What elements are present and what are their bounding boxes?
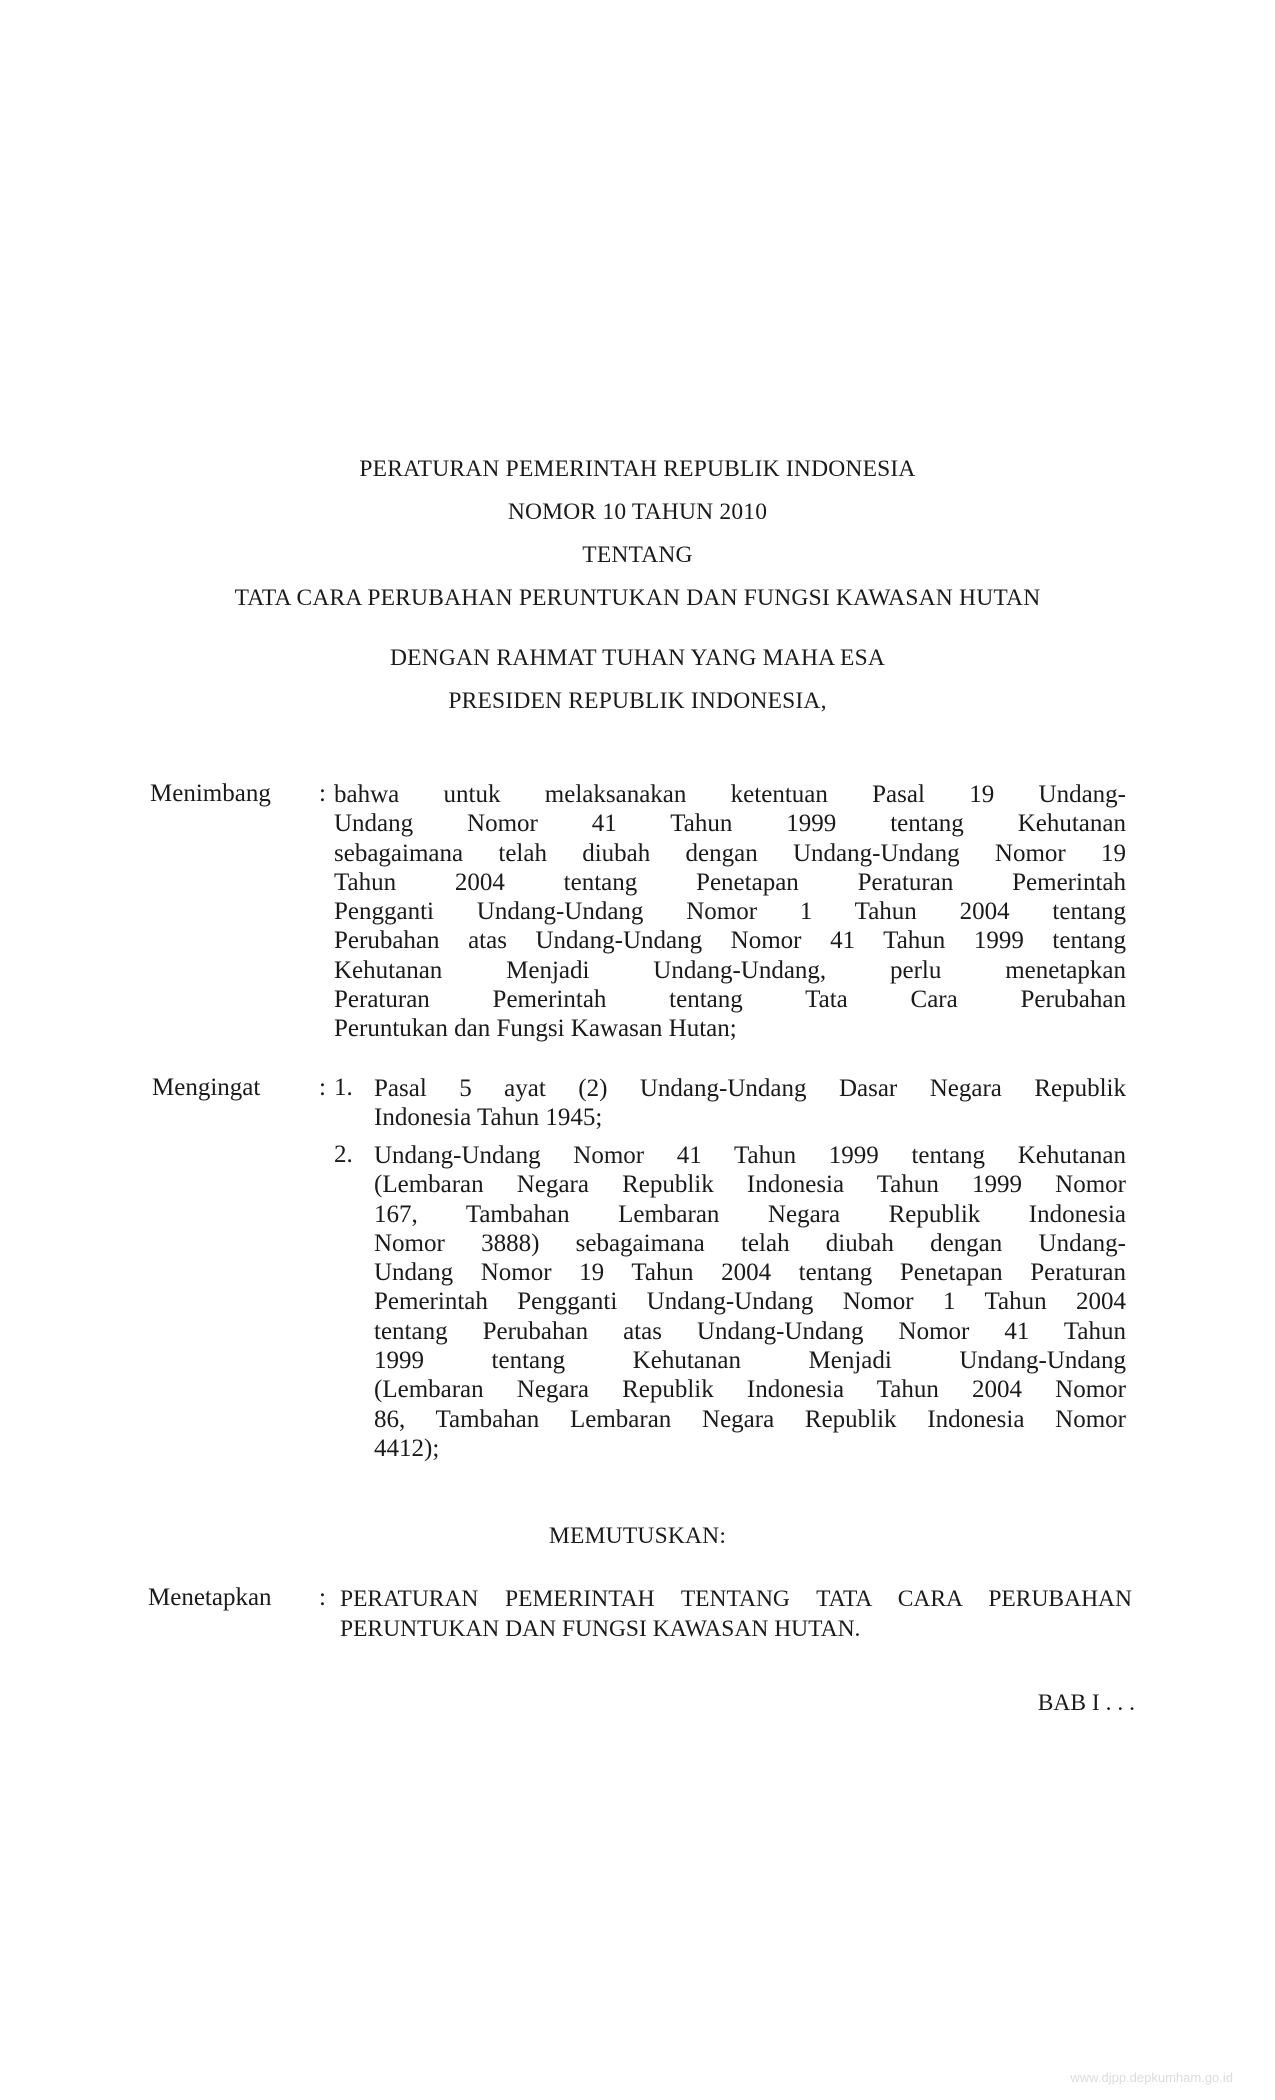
mengingat-item-number: 1. (334, 1074, 353, 1101)
regulation-number: NOMOR 10 TAHUN 2010 (507, 499, 768, 525)
mengingat-item-2 (374, 1141, 1126, 1463)
mengingat-item-line: 86, Tambahan Lembaran Negara Republik Indonesia Nomor (374, 1405, 1126, 1433)
menimbang-colon: : (319, 780, 326, 807)
menetapkan-text (340, 1584, 1132, 1644)
menimbang-text (334, 780, 1126, 1044)
mengingat-item-line: Indonesia Tahun 1945; (374, 1104, 603, 1132)
menimbang-line: bahwa untuk melaksanakan ketentuan Pasal 19 Undang- (334, 781, 1126, 808)
menimbang-label: Menimbang (150, 780, 271, 807)
mengingat-item-line: Undang Nomor 19 Tahun 2004 tentang Penetapan Peraturan (374, 1259, 1126, 1287)
menimbang-line: Tahun 2004 tentang Penetapan Peraturan Pemerintah (334, 868, 1126, 896)
menimbang-line: Kehutanan Menjadi Undang-Undang, perlu menetapkan (334, 956, 1126, 984)
mengingat-item-line: (Lembaran Negara Republik Indonesia Tahun 1999 Nomor (374, 1171, 1126, 1199)
mengingat-item-line: Undang-Undang Nomor 41 Tahun 1999 tentang Kehutanan (374, 1142, 1126, 1169)
mengingat-item-line: 167, Tambahan Lembaran Negara Republik Indonesia (374, 1200, 1126, 1228)
memutuskan-heading: MEMUTUSKAN: (548, 1523, 727, 1549)
mengingat-item-line: 4412); (374, 1434, 440, 1462)
source-watermark: www.djpp.depkumham.go.id (1070, 2070, 1233, 2085)
mengingat-item-line: tentang Perubahan atas Undang-Undang Nomor 41 Tahun (374, 1317, 1126, 1345)
menimbang-line: Peraturan Pemerintah tentang Tata Cara Perubahan (334, 986, 1126, 1014)
mengingat-colon: : (319, 1074, 326, 1101)
menimbang-line: Peruntukan dan Fungsi Kawasan Hutan; (334, 1015, 737, 1043)
mengingat-label: Mengingat (152, 1074, 261, 1101)
regulation-title: PERATURAN PEMERINTAH REPUBLIK INDONESIA (359, 456, 916, 482)
menetapkan-line: PERUNTUKAN DAN FUNGSI KAWASAN HUTAN. (340, 1616, 861, 1642)
president-heading: PRESIDEN REPUBLIK INDONESIA, (448, 688, 827, 714)
mengingat-item-line: (Lembaran Negara Republik Indonesia Tahun 2004 Nomor (374, 1376, 1126, 1404)
regulation-tentang: TENTANG (582, 542, 693, 568)
menimbang-line: Pengganti Undang-Undang Nomor 1 Tahun 2004 tentang (334, 898, 1126, 926)
next-page-reference: BAB I . . . (1037, 1690, 1135, 1716)
regulation-subject: TATA CARA PERUBAHAN PERUNTUKAN DAN FUNGSI KAWASAN HUTAN (234, 585, 1041, 611)
mengingat-item-1 (374, 1074, 1126, 1133)
mengingat-item-line: Pasal 5 ayat (2) Undang-Undang Dasar Negara Republik (374, 1075, 1126, 1102)
menetapkan-label: Menetapkan (148, 1584, 272, 1611)
mengingat-item-line: 1999 tentang Kehutanan Menjadi Undang-Undang (374, 1347, 1126, 1375)
menimbang-line: Undang Nomor 41 Tahun 1999 tentang Kehutanan (334, 810, 1126, 838)
menimbang-line: Perubahan atas Undang-Undang Nomor 41 Tahun 1999 tentang (334, 927, 1126, 955)
menetapkan-colon: : (319, 1584, 326, 1611)
mengingat-item-number: 2. (334, 1141, 353, 1168)
menetapkan-line: PERATURAN PEMERINTAH TENTANG TATA CARA PERUBAHAN (340, 1586, 1132, 1612)
mengingat-item-line: Pemerintah Pengganti Undang-Undang Nomor 1 Tahun 2004 (374, 1288, 1126, 1316)
menimbang-line: sebagaimana telah diubah dengan Undang-Undang Nomor 19 (334, 839, 1126, 867)
mengingat-item-line: Nomor 3888) sebagaimana telah diubah dengan Undang- (374, 1229, 1126, 1257)
invocation: DENGAN RAHMAT TUHAN YANG MAHA ESA (389, 645, 886, 671)
